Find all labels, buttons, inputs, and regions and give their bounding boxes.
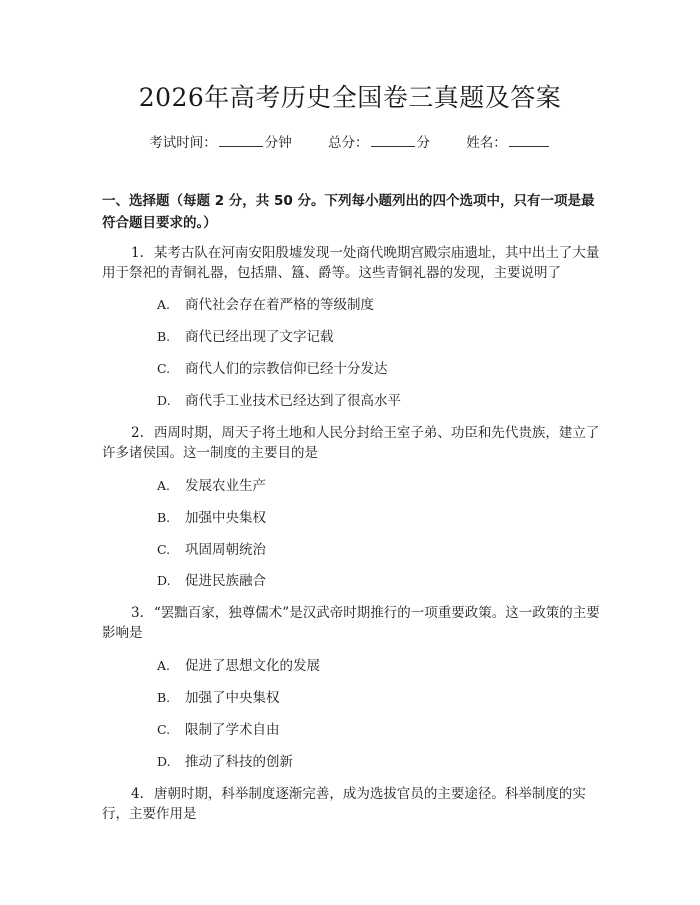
question-text: 西周时期，周天子将土地和人民分封给王室子弟、功臣和先代贵族，建立了许多诸侯国。这一制度的主要目的是 xyxy=(102,425,600,461)
name-label: 姓名： xyxy=(466,135,507,151)
option-text: 促进民族融合 xyxy=(185,573,266,589)
q1-option-a xyxy=(157,295,597,315)
question-3 xyxy=(102,603,600,643)
q2-option-c xyxy=(157,540,597,560)
q1-option-d xyxy=(157,391,597,411)
option-text: 发展农业生产 xyxy=(185,478,266,494)
option-letter: C. xyxy=(157,542,171,557)
q3-option-b xyxy=(157,688,597,708)
total-score-blank xyxy=(371,134,415,147)
option-text: 加强了中央集权 xyxy=(185,690,280,706)
q1-option-c xyxy=(157,359,597,379)
total-score-field xyxy=(328,131,430,151)
question-number: 2. xyxy=(131,425,144,441)
option-text: 商代已经出现了文字记载 xyxy=(185,329,334,345)
option-text: 限制了学术自由 xyxy=(185,722,280,738)
option-text: 促进了思想文化的发展 xyxy=(185,658,320,674)
option-letter: A. xyxy=(157,297,171,312)
option-text: 商代人们的宗教信仰已经十分发达 xyxy=(185,361,388,377)
section-header: 一、选择题（每题 2 分，共 50 分。下列每小题列出的四个选项中，只有一项是最符合题目要求的。） xyxy=(102,193,595,231)
question-text: “罢黜百家，独尊儒术”是汉武帝时期推行的一项重要政策。这一政策的主要影响是 xyxy=(102,605,600,641)
question-number: 1. xyxy=(131,245,144,261)
option-letter: B. xyxy=(157,690,171,705)
q2-option-d xyxy=(157,571,597,591)
option-letter: A. xyxy=(157,478,171,493)
name-blank xyxy=(509,134,549,147)
q3-option-a xyxy=(157,656,597,676)
q2-option-a xyxy=(157,476,597,496)
exam-info-line xyxy=(0,131,700,151)
question-text: 唐朝时期，科举制度逐渐完善，成为选拔官员的主要途径。科举制度的实行，主要作用是 xyxy=(102,786,586,822)
q1-option-b xyxy=(157,327,597,347)
total-score-label: 总分： xyxy=(328,135,369,151)
exam-time-field xyxy=(149,131,292,151)
question-number: 3. xyxy=(131,605,144,621)
option-letter: C. xyxy=(157,361,171,376)
option-letter: C. xyxy=(157,722,171,737)
exam-time-suffix: 分钟 xyxy=(264,135,292,151)
option-letter: D. xyxy=(157,754,171,769)
exam-time-blank xyxy=(219,134,263,147)
question-2 xyxy=(102,423,600,463)
question-1 xyxy=(102,243,600,283)
q3-option-c xyxy=(157,720,597,740)
option-text: 加强中央集权 xyxy=(185,510,266,526)
option-letter: A. xyxy=(157,658,171,673)
option-text: 商代手工业技术已经达到了很高水平 xyxy=(185,393,401,409)
option-letter: B. xyxy=(157,329,171,344)
total-score-suffix: 分 xyxy=(416,135,430,151)
option-letter: D. xyxy=(157,573,171,588)
question-number: 4. xyxy=(131,786,144,802)
question-4 xyxy=(102,784,600,824)
option-letter: B. xyxy=(157,510,171,525)
page-title: 2026年高考历史全国卷三真题及答案 xyxy=(138,83,562,112)
option-text: 推动了科技的创新 xyxy=(185,754,293,770)
option-text: 巩固周朝统治 xyxy=(185,542,266,558)
option-text: 商代社会存在着严格的等级制度 xyxy=(185,297,374,313)
question-text: 某考古队在河南安阳殷墟发现一处商代晚期宫殿宗庙遗址，其中出土了大量用于祭祀的青铜礼器，包括鼎、簋、爵等。这些青铜礼器的发现，主要说明了 xyxy=(102,245,600,281)
q3-option-d xyxy=(157,752,597,772)
q2-option-b xyxy=(157,508,597,528)
name-field xyxy=(466,131,551,151)
exam-time-label: 考试时间： xyxy=(149,135,217,151)
option-letter: D. xyxy=(157,393,171,408)
